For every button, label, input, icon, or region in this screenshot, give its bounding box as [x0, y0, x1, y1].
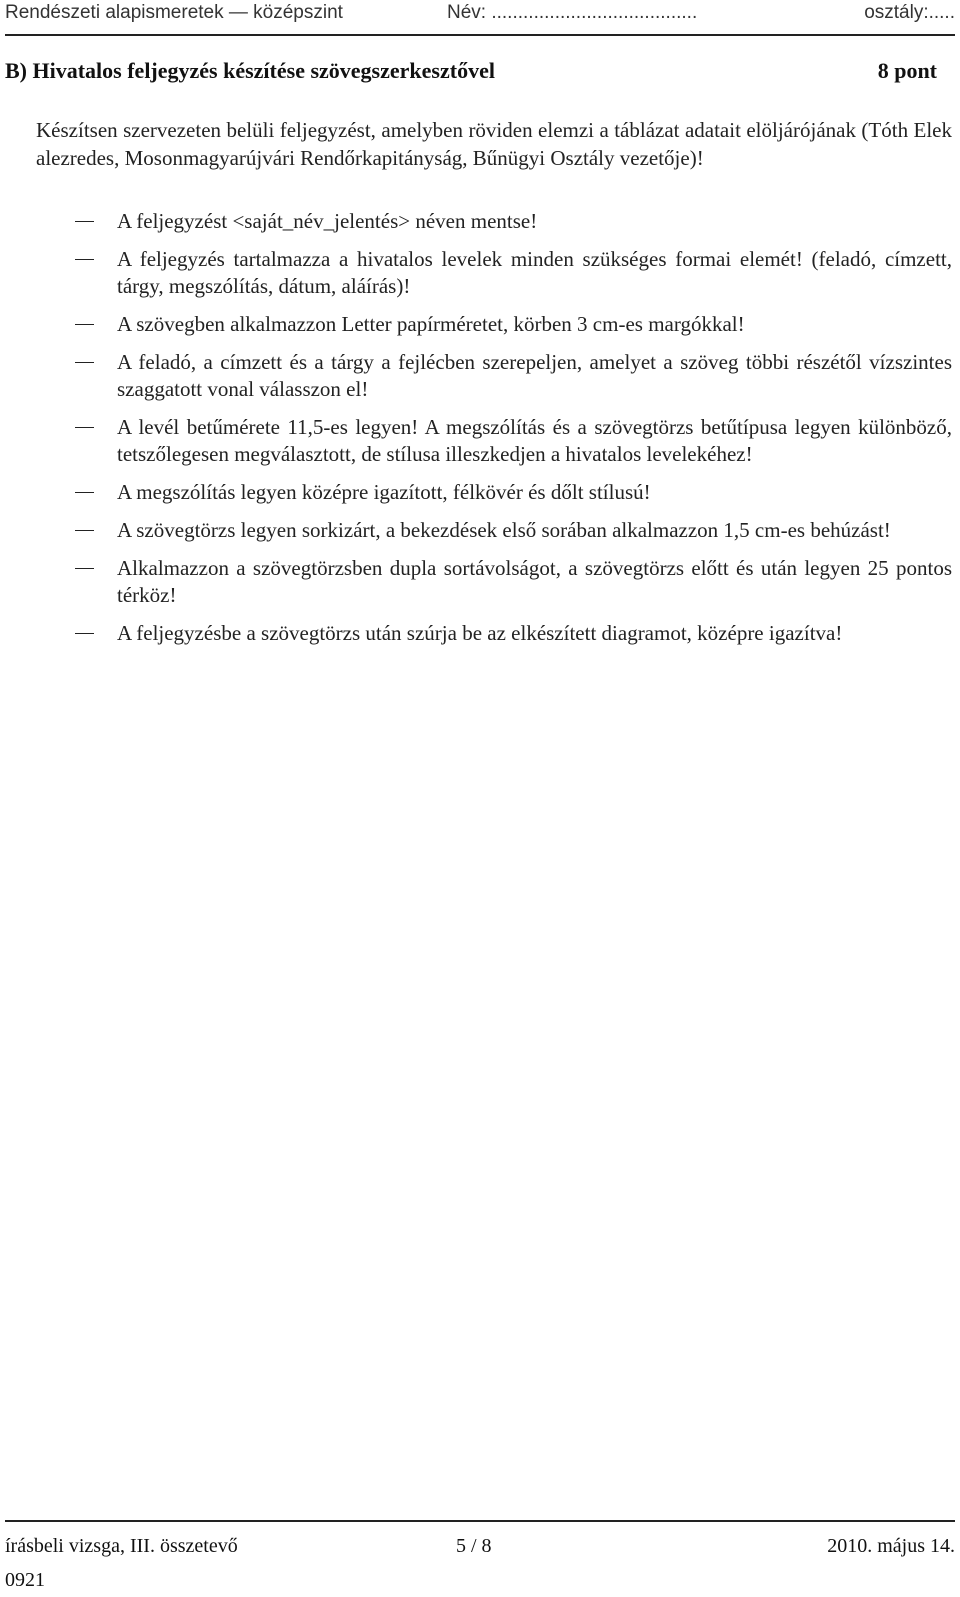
header-name-field: Név: .......................................: [447, 2, 698, 23]
footer-code: 0921: [5, 1569, 45, 1591]
dash-bullet-icon: [75, 568, 94, 569]
dash-bullet-icon: [75, 633, 94, 634]
task-text: Alkalmazzon a szövegtörzsben dupla sortávolságot, a szövegtörzs előtt és után legyen 25 pontos térköz!: [117, 556, 952, 607]
dash-bullet-icon: [75, 324, 94, 325]
list-item: [0, 246, 960, 300]
footer-divider: [5, 1520, 955, 1522]
list-item: [0, 311, 960, 338]
list-item: [0, 208, 960, 235]
dash-bullet-icon: [75, 492, 94, 493]
task-text: A levél betűmérete 11,5-es legyen! A megszólítás és a szövegtörzs betűtípusa legyen különböző, tetszőlegesen megválasztott, de stílusa illeszkedjen a hivatalos levelekéhez!: [117, 415, 952, 466]
footer-exam-part: írásbeli vizsga, III. összetevő: [5, 1535, 238, 1557]
list-item: [0, 517, 960, 544]
footer-date: 2010. május 14.: [827, 1535, 955, 1557]
header-divider: [5, 34, 955, 36]
footer-page-number: 5 / 8: [456, 1535, 492, 1557]
task-text: A feljegyzést <saját_név_jelentés> néven mentse!: [117, 209, 538, 233]
section-title: B) Hivatalos feljegyzés készítése szövegszerkesztővel: [5, 58, 495, 83]
task-text: A feljegyzés tartalmazza a hivatalos levelek minden szükséges formai elemét! (feladó, címzett, tárgy, megszólítás, dátum, aláírás)!: [117, 247, 952, 298]
dash-bullet-icon: [75, 362, 94, 363]
task-text: A feladó, a címzett és a tárgy a fejlécben szerepeljen, amelyet a szöveg többi részétől vízszintes szaggatott vonal válasszon el!: [117, 350, 952, 401]
list-item: [0, 479, 960, 506]
task-text: A szövegtörzs legyen sorkizárt, a bekezdések első sorában alkalmazzon 1,5 cm-es behúzást!: [117, 518, 891, 542]
task-text: A megszólítás legyen középre igazított, félkövér és dőlt stílusú!: [117, 480, 651, 504]
dash-bullet-icon: [75, 530, 94, 531]
header-subject: Rendészeti alapismeretek — középszint: [5, 2, 343, 23]
header-class-field: osztály:.....: [864, 2, 955, 23]
task-text: A feljegyzésbe a szövegtörzs után szúrja be az elkészített diagramot, középre igazítva!: [117, 621, 843, 645]
dash-bullet-icon: [75, 221, 94, 222]
list-item: [0, 555, 960, 609]
section-points: 8 pont: [877, 58, 937, 83]
dash-bullet-icon: [75, 427, 94, 428]
task-text: A szövegben alkalmazzon Letter papírméretet, körben 3 cm-es margókkal!: [117, 312, 745, 336]
list-item: [0, 349, 960, 403]
task-list: [0, 208, 960, 647]
dash-bullet-icon: [75, 259, 94, 260]
section-heading: [5, 58, 937, 84]
task-intro: Készítsen szervezeten belüli feljegyzést, amelyben röviden elemzi a táblázat adatait elöljárójának (Tóth Elek alezredes, Mosonmagyarújvári Rendőrkapitányság, Bűnügyi Osztály vezetője)!: [36, 118, 952, 170]
page-header: [5, 0, 955, 30]
list-item: [0, 414, 960, 468]
list-item: [0, 620, 960, 647]
